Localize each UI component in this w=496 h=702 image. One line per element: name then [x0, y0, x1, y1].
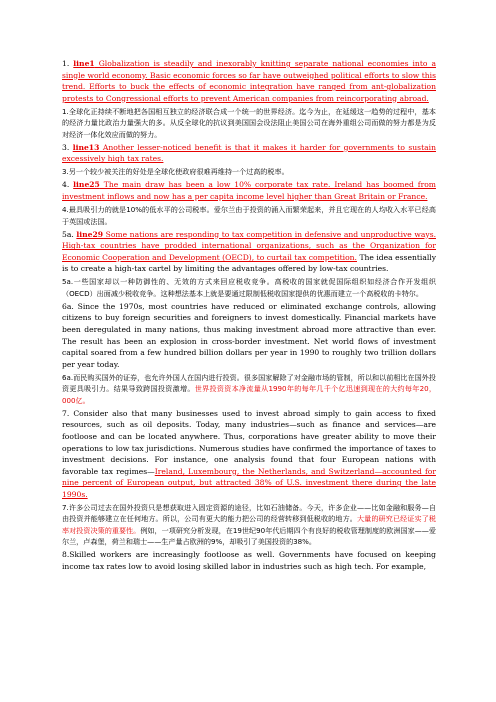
- text-segment: Another lesser-noticed benefit is that it makes it harder for governments to sustain excessively high tax rates.: [62, 142, 436, 164]
- source-paragraph: [62, 549, 436, 572]
- translation-paragraph: [62, 204, 436, 227]
- text-segment: 8.Skilled workers are increasingly footloose as well. Governments have focused on keeping income tax rates low to avoid losing skilled labor in industries such as high tech. For example,: [62, 550, 436, 571]
- text-segment: 1.全球化正持续不断地把各国相互独立的经济联合成一个统一的世界经济。迄今为止，在延缓这一趋势的过程中，基本的经济力量比政治力量强大的多。从反全球化的抗议到美国国会设法阻止美国公司在海外重组公司而做的努力都是为反对经济一体化效应而做的努力。: [62, 106, 436, 139]
- text-segment: 4.: [62, 180, 74, 190]
- text-segment: 4.最具吸引力的就是10%的低水平的公司税率。爱尔兰由于投资的涌入而繁荣起来，并且它现在的人均收入水平已经高于英国或法国。: [62, 205, 436, 226]
- text-segment: Ireland, Luxembourg, the Netherlands, and Switzerland—accounted for nine percent of European output, but attracted 38% of U.S. investment there during the late 1990s.: [62, 466, 436, 499]
- text-segment: 6a. Since the 1970s, most countries have reduced or eliminated exchange controls, allowing citizens to buy foreign securities and foreigners to invest domestically. Financial markets have been deregulated in many nations, thus making investment abroad more attractive than ever. The result has been an explosion in cross-border investment. Net world flows of investment capital soared from a few hundred billion dollars per year in 1990 to roughly two trillion dollars per year today.: [62, 301, 436, 369]
- text-segment: 7.许多公司过去在国外投资只是想获取进入固定资源的途径，比如石油储备。今天，许多企业——比如金融和服务—自由投资并能够建立在任何地方。所以，公司有更大的能力把公司的经营转移到低税收的地方。: [62, 502, 436, 524]
- text-segment: 5a.: [62, 229, 77, 239]
- line-reference-link[interactable]: line1: [73, 59, 95, 68]
- document-page: [62, 58, 436, 574]
- text-segment: 1.: [62, 59, 74, 68]
- translation-paragraph: [62, 276, 436, 299]
- text-segment: 世界投资资本净流量从1990年的每年几千个亿迅速到现在的大约每年20，000亿。: [62, 384, 437, 405]
- line-reference-link[interactable]: line25: [73, 180, 100, 190]
- translation-paragraph: [62, 372, 436, 407]
- text-segment: Globalization is steadily and inexorably knitting separate national economies into a single world economy. Basic economic forces so far have outweighed political efforts to slow this trend. Efforts to buck the effects of economic integration have ranged from ant-globalization protests to Congressional efforts to prevent American companies from reincorporating abroad.: [62, 59, 436, 103]
- line-reference-link[interactable]: line29: [76, 229, 104, 239]
- text-segment: 3.另一个较少被关注的好处是全球化使政府很难再维持一个过高的税率。: [62, 167, 289, 177]
- line-reference-link[interactable]: line13: [72, 142, 100, 152]
- source-paragraph: [62, 301, 436, 370]
- translation-paragraph: [62, 166, 436, 178]
- source-paragraph: [62, 58, 436, 104]
- text-segment: The main draw has been a low 10% corporate tax rate. Ireland has boomed from investment inflows and now has a per capita income level higher than Great Britain or France.: [62, 180, 436, 202]
- source-paragraph: [62, 179, 436, 202]
- text-segment: The idea essentially is to create a high-tax cartel by limiting the advantages offered by low-tax countries.: [62, 252, 436, 274]
- text-segment: Some nations are responding to tax competition in defensive and unproductive ways. High-tax countries have prodded international organizations, such as the Organization for Economic Cooperation and Development (OECD), to curtail tax competition.: [62, 229, 436, 262]
- translation-paragraph: [62, 502, 436, 548]
- source-paragraph: [62, 229, 436, 275]
- text-segment: 5a.一些国家却以一种防御性的、无效的方式来回应税收竞争。高税收的国家就促国际组织如经济合作开发组织（OECD）出面减少税收竞争。这种想法基本上就是要通过限制低税收国家提供的优惠而建立一个高税收的卡特尔。: [62, 277, 436, 298]
- text-segment: 大量的研究已经证实了税率对投资决策的重要性。: [62, 514, 437, 535]
- translation-paragraph: [62, 106, 436, 141]
- source-paragraph: [62, 142, 436, 165]
- text-segment: 3.: [62, 142, 73, 152]
- text-segment: 6a.而民购买国外的证券，也允许外国人在国内进行投资。很多国家解除了对金融市场的管制，所以和以前相比在国外投资更具吸引力。结果导致跨国投资激增。: [62, 372, 436, 394]
- text-segment: 7. Consider also that many businesses used to invest abroad simply to gain access to fixed resources, such as oil deposits. Today, many industries—such as finance and services—are footloose and can be located anywhere. Thus, corporations have greater ability to move their operations to low tax jurisdictions. Numerous studies have confirmed the importance of taxes to investment decisions. For instance, one analysis found that four European nations with favorable tax regimes—: [62, 408, 436, 476]
- source-paragraph: [62, 408, 436, 500]
- text-segment: 例如，一项研究分析发现，在19世纪90年代后期四个有良好的税收管理制度的欧洲国家——爱尔兰，卢森堡，荷兰和瑞士——生产量占欧洲的9%，却吸引了美国投资的38%。: [62, 525, 436, 547]
